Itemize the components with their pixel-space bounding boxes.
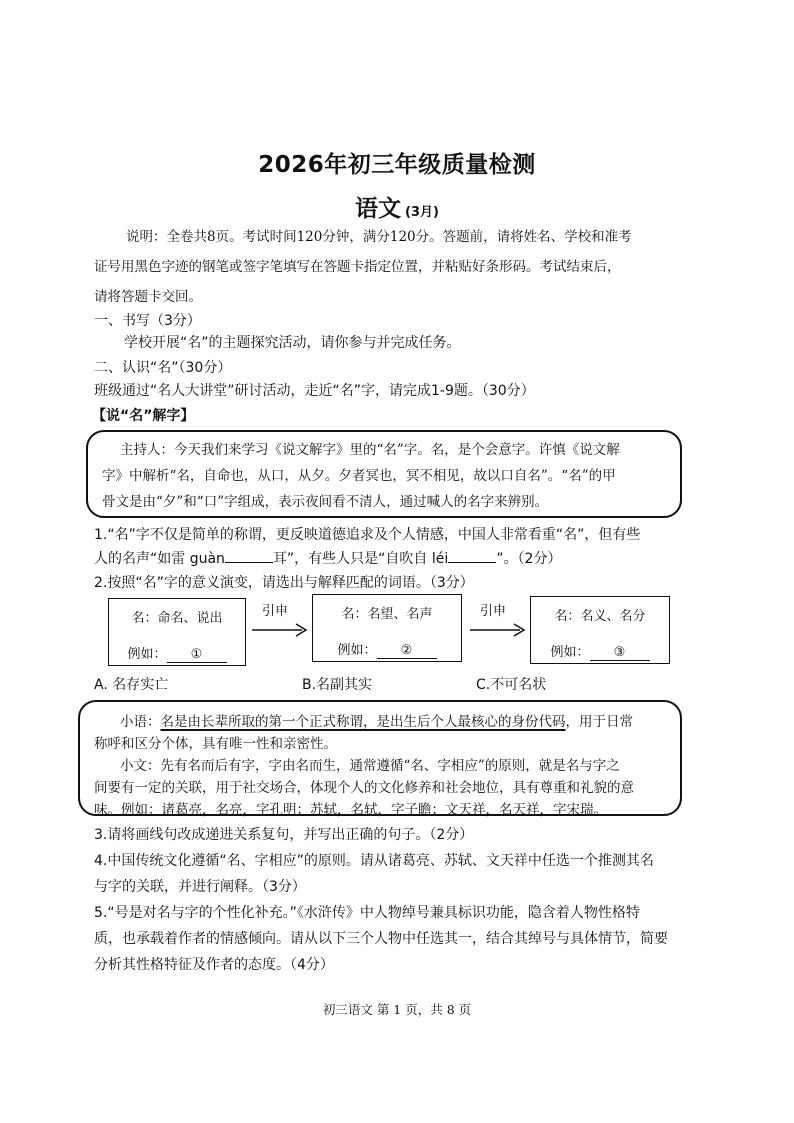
- slot-1[interactable]: ①: [167, 647, 227, 663]
- underlined-sentence: 名是由长辈所取的第一个正式称谓，是出生后个人最核心的身份代码: [160, 714, 566, 730]
- question-1-line-1: 1.“名”字不仅是简单的称谓，更反映道德追求及个人情感，中国人非常看重“名”，但有些: [94, 527, 641, 543]
- meaning-box-2: [312, 594, 462, 662]
- dialog-line-2: 称呼和区分个体，具有唯一性和亲密性。: [94, 736, 337, 752]
- question-2-text: 2.按照“名”字的意义演变，请选出与解释匹配的词语。（3分）: [94, 575, 474, 591]
- host-line-2: 字》中解析“名，自命也，从口，从夕。夕者冥也，冥不相见，故以口自名”。“名”的甲: [102, 468, 616, 484]
- derive-arrow-2: [470, 604, 528, 640]
- meaning-box-1: [108, 598, 246, 666]
- option-b[interactable]: B.名副其实: [302, 677, 373, 693]
- host-line-3: 骨文是由“夕”和“口”字组成，表示夜间看不清人，通过喊人的名字来辨别。: [102, 494, 549, 510]
- section-2-subheading: 【说“名”解字】: [92, 408, 195, 424]
- page-footer: 初三语文 第 1 页，共 8 页: [322, 1002, 472, 1017]
- subject-label: 语文: [355, 196, 402, 222]
- question-1-part-b: 耳”，有些人只是“自吹自 léi: [272, 551, 449, 567]
- question-1-part-a: 人的名声“如雷 guàn: [94, 551, 225, 567]
- dialog-line-5: 味。例如：诸葛亮，名亮，字孔明；苏轼，名轼，字子瞻；文天祥，名天祥，字宋瑞。: [94, 802, 607, 818]
- instructions-line-1: 说明：全卷共8页。考试时间120分钟，满分120分。答题前，请将姓名、学校和准考: [126, 229, 632, 245]
- derive-arrow-1-label: 引申: [262, 604, 289, 619]
- section-1-text: 学校开展“名”的主题探究活动，请你参与并完成任务。: [124, 335, 461, 351]
- dialog-line-3: 小文：先有名而后有字，字由名而生，通常遵循“名、字相应”的原则，就是名与字之: [120, 758, 620, 774]
- slot-3[interactable]: ③: [590, 645, 650, 661]
- section-1-heading: 一、书写（3分）: [94, 313, 201, 329]
- meaning-2-example: 例如： ②: [313, 639, 461, 659]
- dialog-line-1: 小语：名是由长辈所取的第一个正式称谓，是出生后个人最核心的身份代码，用于日常: [120, 714, 633, 730]
- derive-arrow-1: [252, 604, 310, 640]
- question-1-part-c: ”。（2分）: [496, 551, 562, 567]
- meaning-3-example: 例如： ③: [531, 641, 669, 661]
- section-2-heading: 二、认识“名”（30分）: [94, 360, 232, 376]
- meaning-2-text: 名：名望、名声: [341, 607, 433, 622]
- meaning-box-3: [530, 596, 670, 664]
- exam-title: 2026年初三年级质量检测: [258, 152, 536, 178]
- question-4-line-1: 4.中国传统文化遵循“名、字相应”的原则。请从诸葛亮、苏轼、文天祥中任选一个推测其名: [94, 853, 654, 869]
- question-5-line-2: 质，也承载着作者的情感倾向。请从以下三个人物中任选其一，结合其绰号与具体情节，简要: [94, 931, 668, 947]
- question-5-line-1: 5.“号是对名与字的个性化补充。”《水浒传》中人物绰号兼具标识功能，隐含着人物性格特: [94, 905, 640, 921]
- slot-2[interactable]: ②: [377, 643, 437, 659]
- host-line-1: 主持人：今天我们来学习《说文解字》里的“名”字。名，是个会意字。许慎《说文解: [120, 442, 620, 458]
- dialog-line-4: 间要有一定的关联，用于社交场合，体现个人的文化修养和社会地位，具有尊重和礼貌的意: [94, 780, 634, 796]
- section-2-intro: 班级通过“名人大讲堂”研讨活动，走近“名”字，请完成1-9题。（30分）: [94, 383, 535, 399]
- meaning-3-text: 名：名义、名分: [554, 609, 646, 624]
- question-3-text: 3.请将画线句改成递进关系复句，并写出正确的句子。（2分）: [94, 827, 474, 843]
- dialog-box: [78, 700, 682, 816]
- meaning-1-example: 例如： ①: [109, 643, 245, 663]
- question-4-line-2: 与字的关联，并进行阐释。（3分）: [94, 879, 306, 895]
- option-c[interactable]: C.不可名状: [476, 677, 547, 693]
- month-label: (3月): [405, 205, 439, 220]
- meaning-1-text: 名：命名、说出: [131, 611, 223, 626]
- answer-blank-lei[interactable]: [448, 548, 496, 563]
- instructions-line-3: 请将答题卡交回。: [94, 289, 202, 305]
- exam-subtitle: [0, 190, 794, 223]
- derive-arrow-2-label: 引申: [480, 604, 507, 619]
- question-5-line-3: 分析其性格特征及作者的态度。（4分）: [94, 957, 334, 973]
- answer-blank-guan[interactable]: [225, 548, 273, 563]
- option-a[interactable]: A. 名存实亡: [94, 677, 169, 693]
- host-quote-box: [86, 430, 682, 518]
- instructions-line-2: 证号用黑色字迹的钢笔或签字笔填写在答题卡指定位置，并粘贴好条形码。考试结束后，: [94, 259, 621, 275]
